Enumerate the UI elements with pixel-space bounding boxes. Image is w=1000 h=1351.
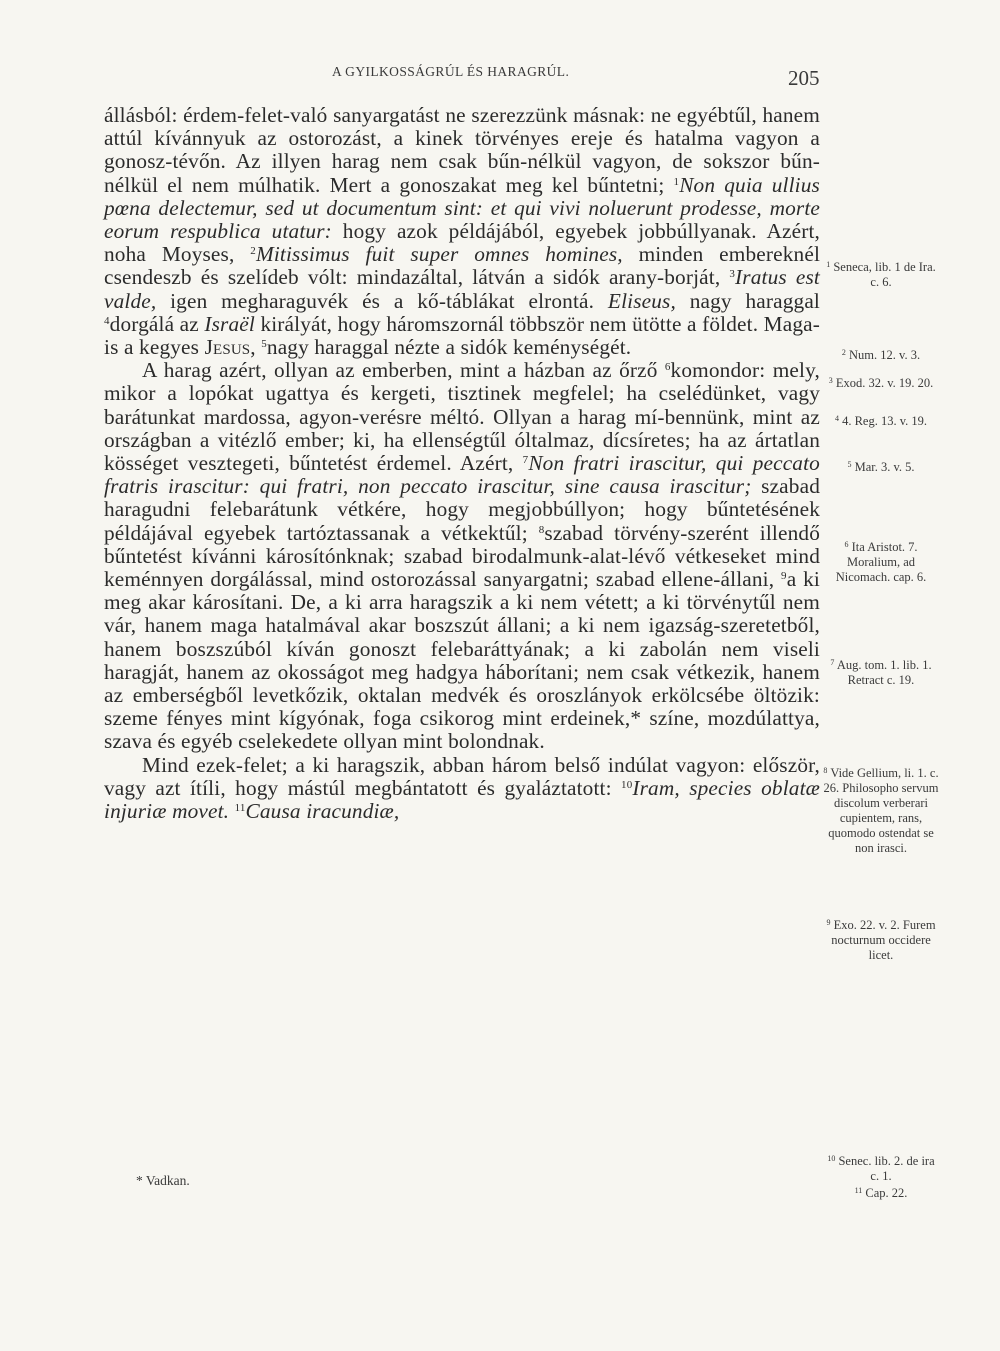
text-run: minden embereknél csendeszb és szelídeb vólt: mindazáltal, látván a sidók arany-borját, bbox=[104, 242, 821, 290]
page-number: 205 bbox=[788, 66, 820, 90]
note-ref: 5 bbox=[261, 338, 267, 351]
margin-note-text: Seneca, lib. 1 de Ira. c. 6. bbox=[833, 260, 936, 289]
margin-note-number: 4 bbox=[834, 414, 839, 423]
note-ref: 9 bbox=[781, 570, 787, 583]
note-ref: 10 bbox=[621, 778, 633, 791]
margin-note-text: Exod. 32. v. 19. 20. bbox=[835, 376, 934, 390]
margin-note-text: 4. Reg. 13. v. 19. bbox=[842, 414, 928, 428]
margin-note-text: Mar. 3. v. 5. bbox=[854, 460, 915, 474]
margin-note-text: Vide Gellium, li. 1. c. 26. Philosopho servum discolum verberari cupientem, rans, quomodo ostendat se non irasci. bbox=[823, 766, 939, 855]
text-run: hogy azok példájából, egyebek jobbúllyanak. Azért, noha Moyses, bbox=[104, 219, 820, 267]
margin-note-number: 7 bbox=[830, 658, 835, 667]
proper-name: Jesus bbox=[204, 335, 251, 360]
margin-note bbox=[822, 414, 940, 429]
margin-note bbox=[822, 918, 940, 963]
margin-note-text: Num. 12. v. 3. bbox=[849, 348, 921, 362]
latin-quote: Iram, species oblatæ injuriæ movet. bbox=[104, 775, 820, 824]
running-title: A GYILKOSSÁGRÚL ÉS HARAGRÚL. bbox=[332, 64, 570, 79]
margin-note-number: 11 bbox=[854, 1186, 863, 1195]
paragraph-3 bbox=[104, 754, 820, 824]
latin-quote: Non fratri irascitur, qui peccato fratris irascitur: qui fratri, non peccato irascitur, sine causa irascitur; bbox=[104, 451, 820, 499]
margin-note-text: Aug. tom. 1. lib. 1. Retract c. 19. bbox=[836, 658, 932, 687]
proper-name: Israël bbox=[204, 311, 255, 336]
margin-note bbox=[822, 348, 940, 363]
margin-note-number: 6 bbox=[844, 540, 849, 549]
margin-note-text: Senec. lib. 2. de ira c. 1. bbox=[838, 1154, 935, 1183]
margin-note bbox=[822, 766, 940, 856]
note-ref: 3 bbox=[729, 268, 736, 281]
latin-quote: Causa iracundiæ, bbox=[245, 799, 400, 824]
footnote: * Vadkan. bbox=[136, 1173, 190, 1188]
main-text bbox=[104, 104, 820, 823]
note-ref: 7 bbox=[522, 454, 529, 467]
text-run: szabad haragudni felebarátunk vétkére, hogy megjobbúllyon; hogy bűntetésének példájával egyebek tartóztassanak a vétkektűl; bbox=[104, 474, 820, 545]
paragraph-1 bbox=[104, 104, 820, 359]
text-run: nagy haraggal bbox=[675, 288, 821, 313]
text-run: komondor: mely, mikor a lopókat ugattya és kergeti, tisztinek megfelel; ha cselédünket, vagy barátunkat mardossa, agyon-verésre méltó. Ollyan a harag mí-bennünk, mint az országban a vitézlő ember; ki, ha ellenségtűl óltalmaz, dícsíretes; ha az ártatlan kösséget vesztegeti, bűntetést érdemel. Azért, bbox=[104, 358, 820, 476]
margin-note-number: 2 bbox=[841, 348, 846, 357]
note-ref: 11 bbox=[234, 802, 246, 815]
text-run: dorgálá az bbox=[109, 311, 205, 336]
text-run: Mind ezek-felet; a ki haragszik, abban három belső indúlat vagyon: először, vagy azt ítíli, hogy mástúl megbántatott és gyaláztatott: bbox=[104, 752, 820, 800]
text-run: igen megharaguvék és a kő-táblákat elrontá. bbox=[156, 288, 608, 313]
note-ref: 4 bbox=[104, 314, 110, 327]
note-ref: 8 bbox=[538, 523, 545, 536]
margin-note-text: Exo. 22. v. 2. Furem nocturnum occidere licet. bbox=[831, 918, 936, 962]
margin-note bbox=[822, 1154, 940, 1184]
text-run: állásból: érdem-felet-való sanyargatást ne szerezzünk másnak: ne egyébtűl, hanem attúl kívánnyuk az ostorozást, a kinek törvényes ereje és hatalma vagyon a gonosz-tévőn. Az illyen harag nem csak bűn-nélkül vagyon, de sokszor bűn-nélkül el nem múlhatik. Mert a gonoszakat meg kel bűntetni; bbox=[104, 103, 820, 197]
margin-note bbox=[822, 540, 940, 585]
margin-note bbox=[822, 658, 940, 688]
text-run: királyát, hogy háromszornál többször nem ütötte a földet. Maga-is a kegyes bbox=[104, 311, 820, 360]
text-run: szabad törvény-szerént illendő bűntetést kívánni károsítónknak; szabad birodalmunk-alat-lévő vétkeseket mind keménnyen dorgálással, mind ostorozással sanyargatni; szabad ellene-állani, bbox=[104, 520, 820, 592]
margin-note-number: 10 bbox=[827, 1154, 836, 1163]
margin-note bbox=[822, 1186, 940, 1201]
margin-note-text: Ita Aristot. 7. Moralium, ad Nicomach. cap. 6. bbox=[835, 540, 927, 584]
text-run: A harag azért, ollyan az emberben, mint a házban az őrző bbox=[142, 358, 665, 383]
latin-quote: Non quia ullius pœna delectemur, sed ut documentum sint: et qui vivi noluerunt prodesse, morte eorum respublica utatur: bbox=[104, 172, 820, 244]
margin-note-number: 1 bbox=[826, 260, 831, 269]
margin-note bbox=[822, 376, 940, 391]
latin-quote: Iratus est valde, bbox=[104, 265, 820, 313]
text-run: a ki meg akar károsítani. De, a ki arra haragszik a ki nem vétett; a ki törvénytűl nem vár, hanem maga hatalmával akar boszszút állani; a ki nem igazság-szeretetből, hanem boszszúból kíván gonoszt felebaráttyának; a ki zabolán nem viseli haragját, hanem az okosságot meg hadgya háborítani; nem csak vétkezik, hanem az emberségből levetkőzik, oktalan medvék és oroszlányok erkölcsébe öltözik: szeme fényes mint kígyónak, foga csikorog mint erdeinek,* színe, mozdúlattya, szava és egyéb cselekedete ollyan mint bolondnak. bbox=[104, 567, 820, 754]
note-ref: 1 bbox=[673, 175, 680, 188]
margin-note bbox=[822, 460, 940, 475]
note-ref: 2 bbox=[250, 245, 256, 258]
margin-note bbox=[822, 260, 940, 290]
proper-name: Eliseus, bbox=[607, 288, 676, 313]
note-ref: 6 bbox=[664, 361, 671, 374]
paragraph-2 bbox=[104, 359, 820, 753]
latin-quote: Mitissimus fuit super omnes homines, bbox=[255, 242, 623, 267]
text-run: nagy haraggal nézte a sidók keménységét. bbox=[266, 335, 632, 360]
margin-note-number: 5 bbox=[847, 460, 852, 469]
text-run: , bbox=[250, 335, 262, 360]
margin-note-number: 8 bbox=[823, 766, 828, 775]
margin-note-number: 9 bbox=[826, 918, 831, 927]
margin-note-number: 3 bbox=[828, 376, 833, 385]
margin-note-text: Cap. 22. bbox=[865, 1186, 908, 1200]
